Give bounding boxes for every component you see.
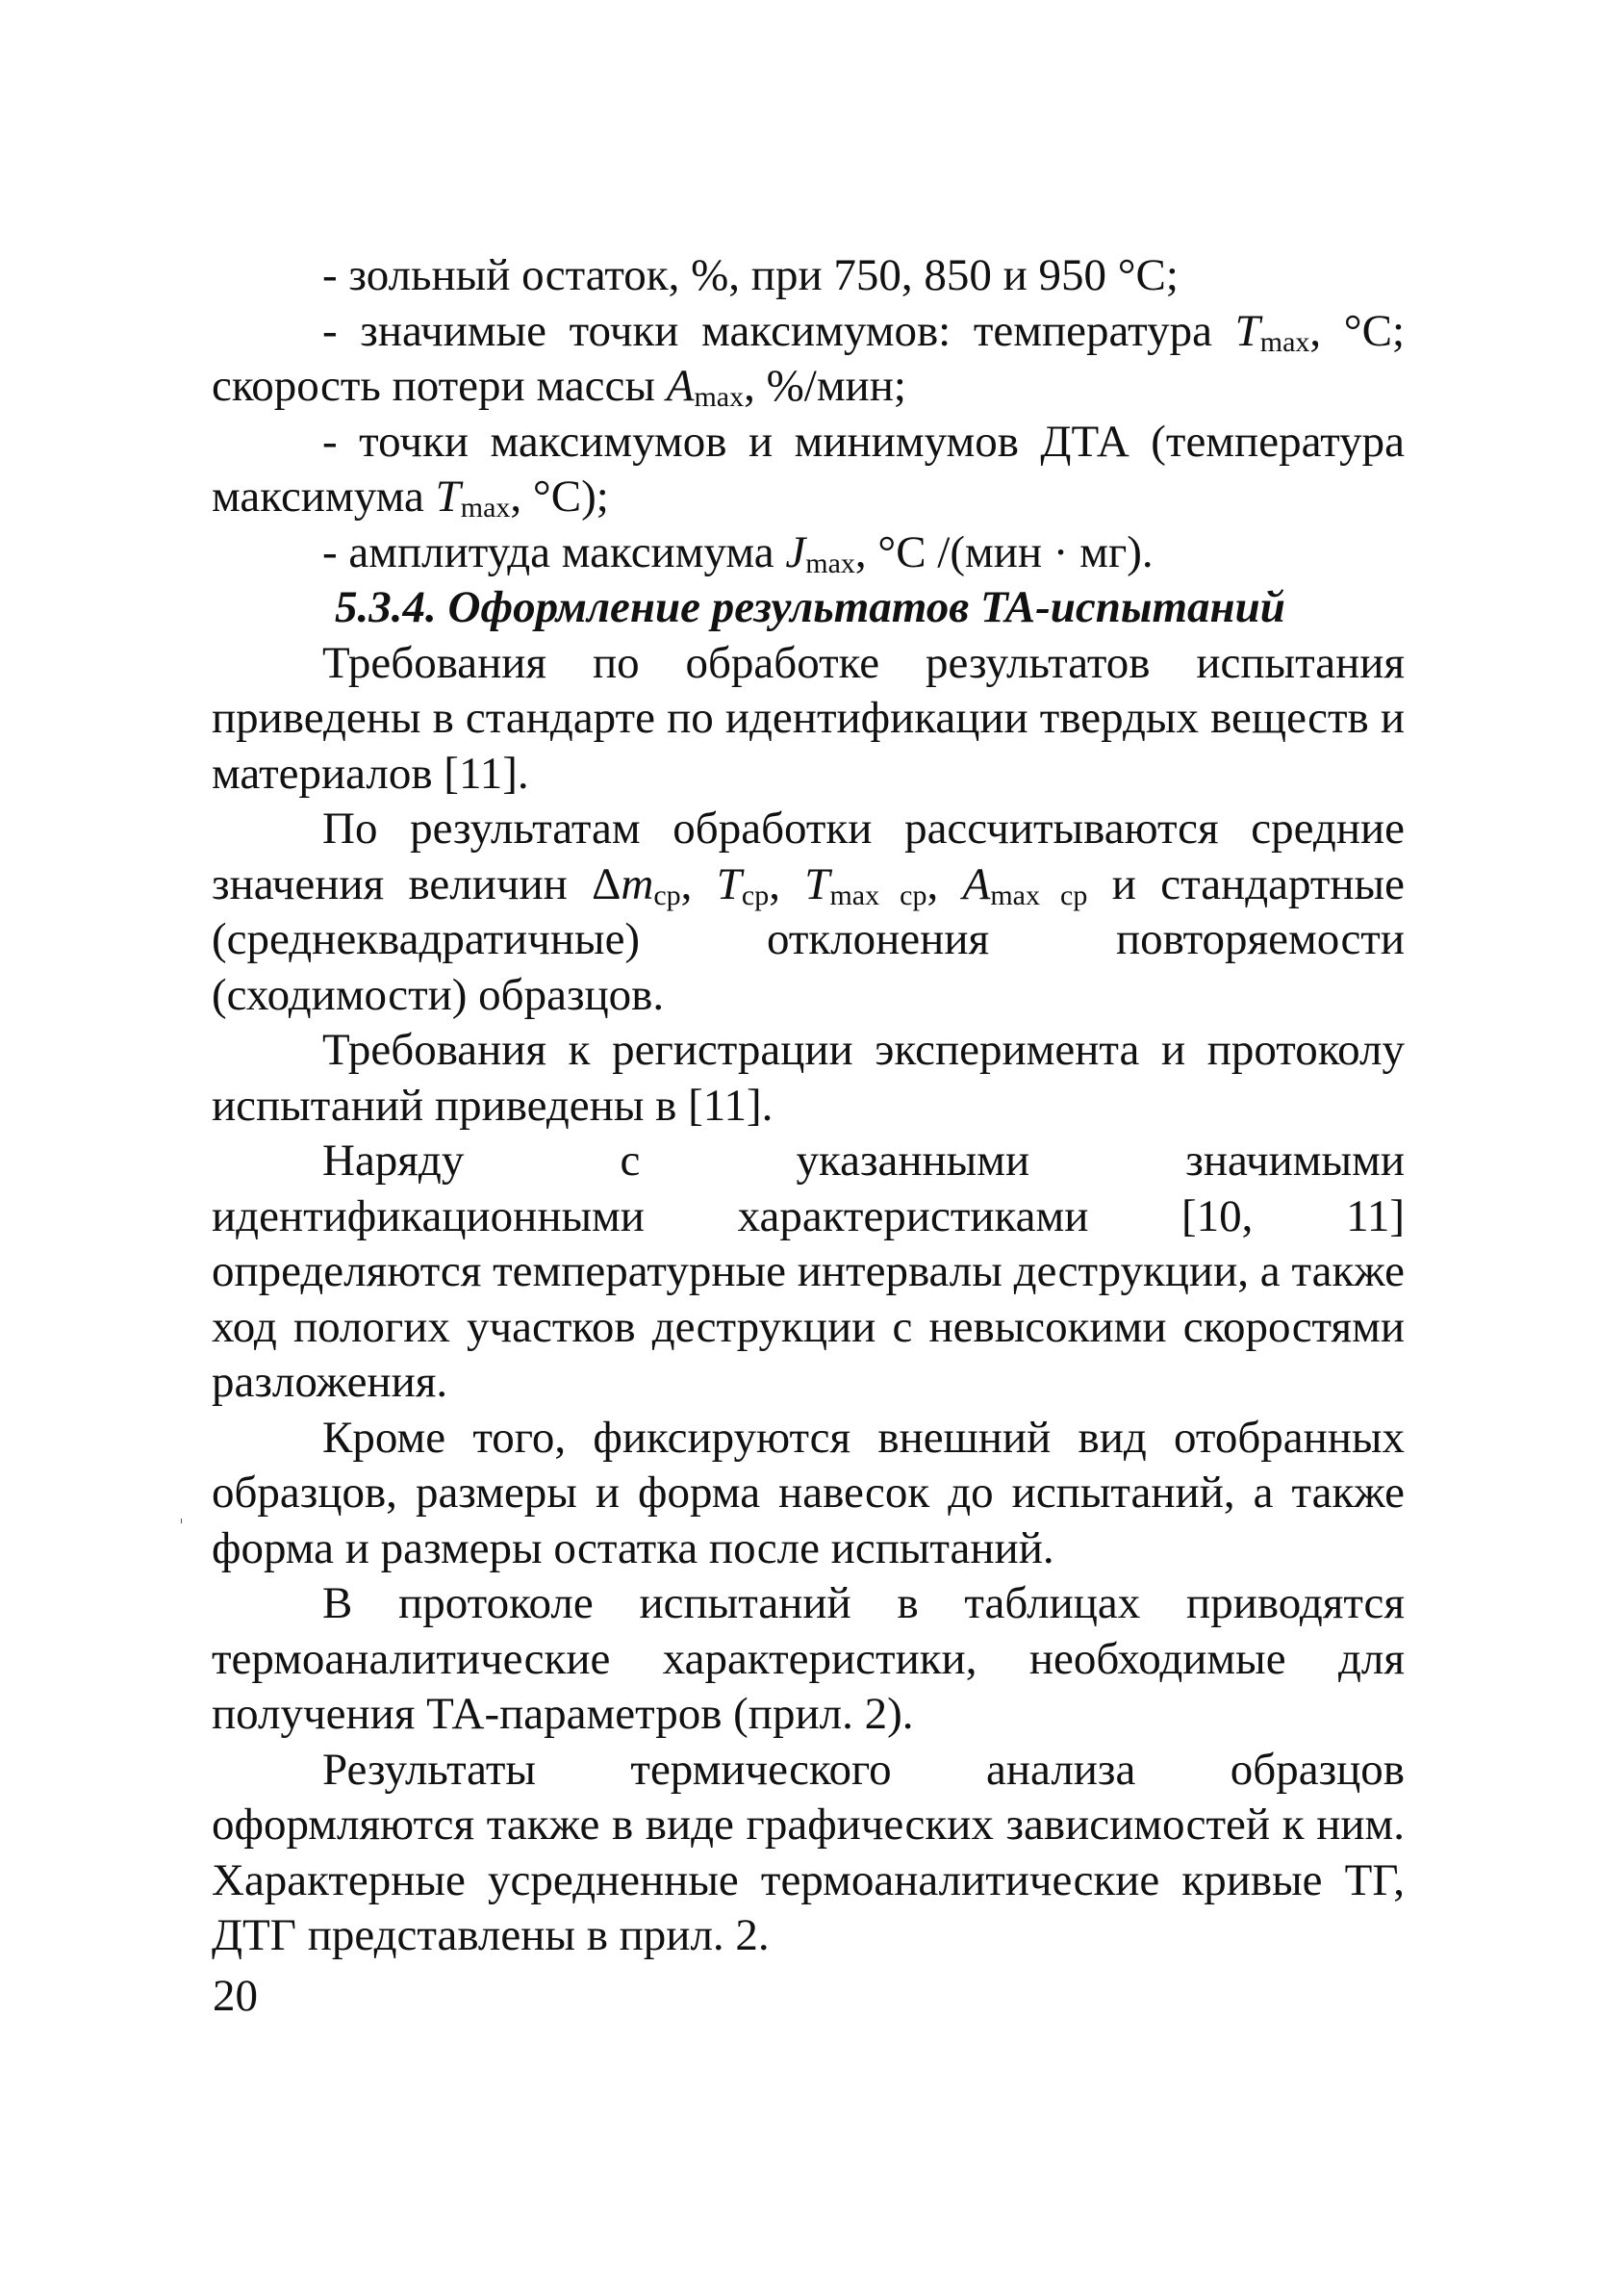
paragraph-thermal-analysis-results: Результаты термического анализа образцов оформляются также в виде графических зависимостей к ним. Характерные усредненные термоаналитические кривые ТГ, ДТГ представлены в прил. 2. bbox=[212, 1744, 1405, 1960]
paragraph-destruction-intervals: Наряду с указанными значимыми идентификационными характеристиками [10, 11] определяются температурные интервалы деструкции, а также ход пологих участков деструкции с невысокими скоростями разложения. bbox=[212, 1136, 1405, 1407]
list-item-maximum-amplitude: - амплитуда максимума $J_{max}$, °C /(мин · мг). bbox=[322, 526, 1154, 579]
list-item-dta-extrema: - точки максимумов и минимумов ДТА (температура максимума $T_{max}$, °C); bbox=[212, 416, 1405, 524]
paragraph-registration-requirements: Требования к регистрации эксперимента и протоколу испытаний приведены в [11]. bbox=[212, 1025, 1405, 1131]
paragraph-processing-requirements: Требования по обработке результатов испытания приведены в стандарте по идентификации твердых веществ и материалов [11]. bbox=[212, 637, 1405, 799]
paragraph-sample-appearance: Кроме того, фиксируются внешний вид отобранных образцов, размеры и форма навесок до испытаний, а также форма и размеры остатка после испытаний. bbox=[212, 1412, 1405, 1573]
list-item-ash-residue: - зольный остаток, %, при 750, 850 и 950 °C; bbox=[322, 250, 1179, 300]
paragraph-test-protocol: В протоколе испытаний в таблицах приводятся термоаналитические характеристики, необходимые для получения ТА-параметров (прил. 2). bbox=[212, 1578, 1405, 1739]
scan-artifact bbox=[181, 1519, 182, 1523]
section-heading: 5.3.4. Оформление результатов ТА-испытаний bbox=[335, 582, 1285, 632]
document-page bbox=[212, 248, 1405, 1964]
paragraph-mean-values: По результатам обработки рассчитываются средние значения величин $\Delta m_{ср}$, $T_{ср}$, $T_{max ср}$, $A_{max ср}$ и стандартные (среднеквадратичные) отклонения повторяемости (сходимости) образцов. bbox=[212, 804, 1405, 1020]
page-number: 20 bbox=[213, 1971, 258, 2021]
list-item-significant-maxima: - значимые точки максимумов: температура $T_{max}$, °C; скорость потери массы $A_{max}$, %/мин; bbox=[212, 305, 1405, 413]
